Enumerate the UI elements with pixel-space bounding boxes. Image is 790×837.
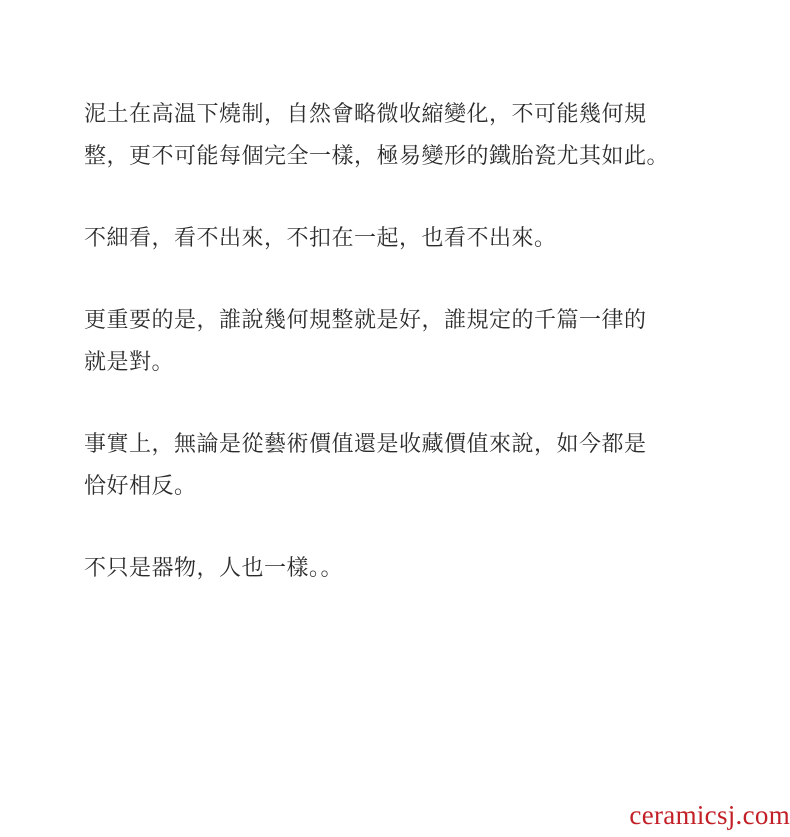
paragraph-2-line-1: 不細看，看不出來，不扣在一起，也看不出來。 bbox=[84, 226, 557, 251]
paragraph-4-line-1: 事實上，無論是從藝術價值還是收藏價值來說，如今都是 bbox=[84, 432, 647, 457]
paragraph-1-line-2: 整，更不可能每個完全一樣，極易變形的鐵胎瓷尤其如此。 bbox=[84, 144, 670, 169]
article-body bbox=[84, 94, 714, 630]
paragraph-4-line-2: 恰好相反。 bbox=[84, 474, 197, 499]
paragraph-2 bbox=[84, 218, 714, 260]
paragraph-5 bbox=[84, 548, 714, 590]
paragraph-3-line-1: 更重要的是，誰說幾何規整就是好，誰規定的千篇一律的 bbox=[84, 308, 647, 333]
paragraph-4 bbox=[84, 424, 714, 508]
site-watermark: ceramicsj.com bbox=[629, 800, 790, 830]
paragraph-1 bbox=[84, 94, 714, 178]
paragraph-3-line-2: 就是對。 bbox=[84, 350, 175, 375]
paragraph-3 bbox=[84, 300, 714, 384]
paragraph-5-line-1: 不只是器物，人也一樣。。 bbox=[84, 556, 344, 581]
paragraph-1-line-1: 泥土在高温下燒制，自然會略微收縮變化，不可能幾何規 bbox=[84, 102, 647, 127]
